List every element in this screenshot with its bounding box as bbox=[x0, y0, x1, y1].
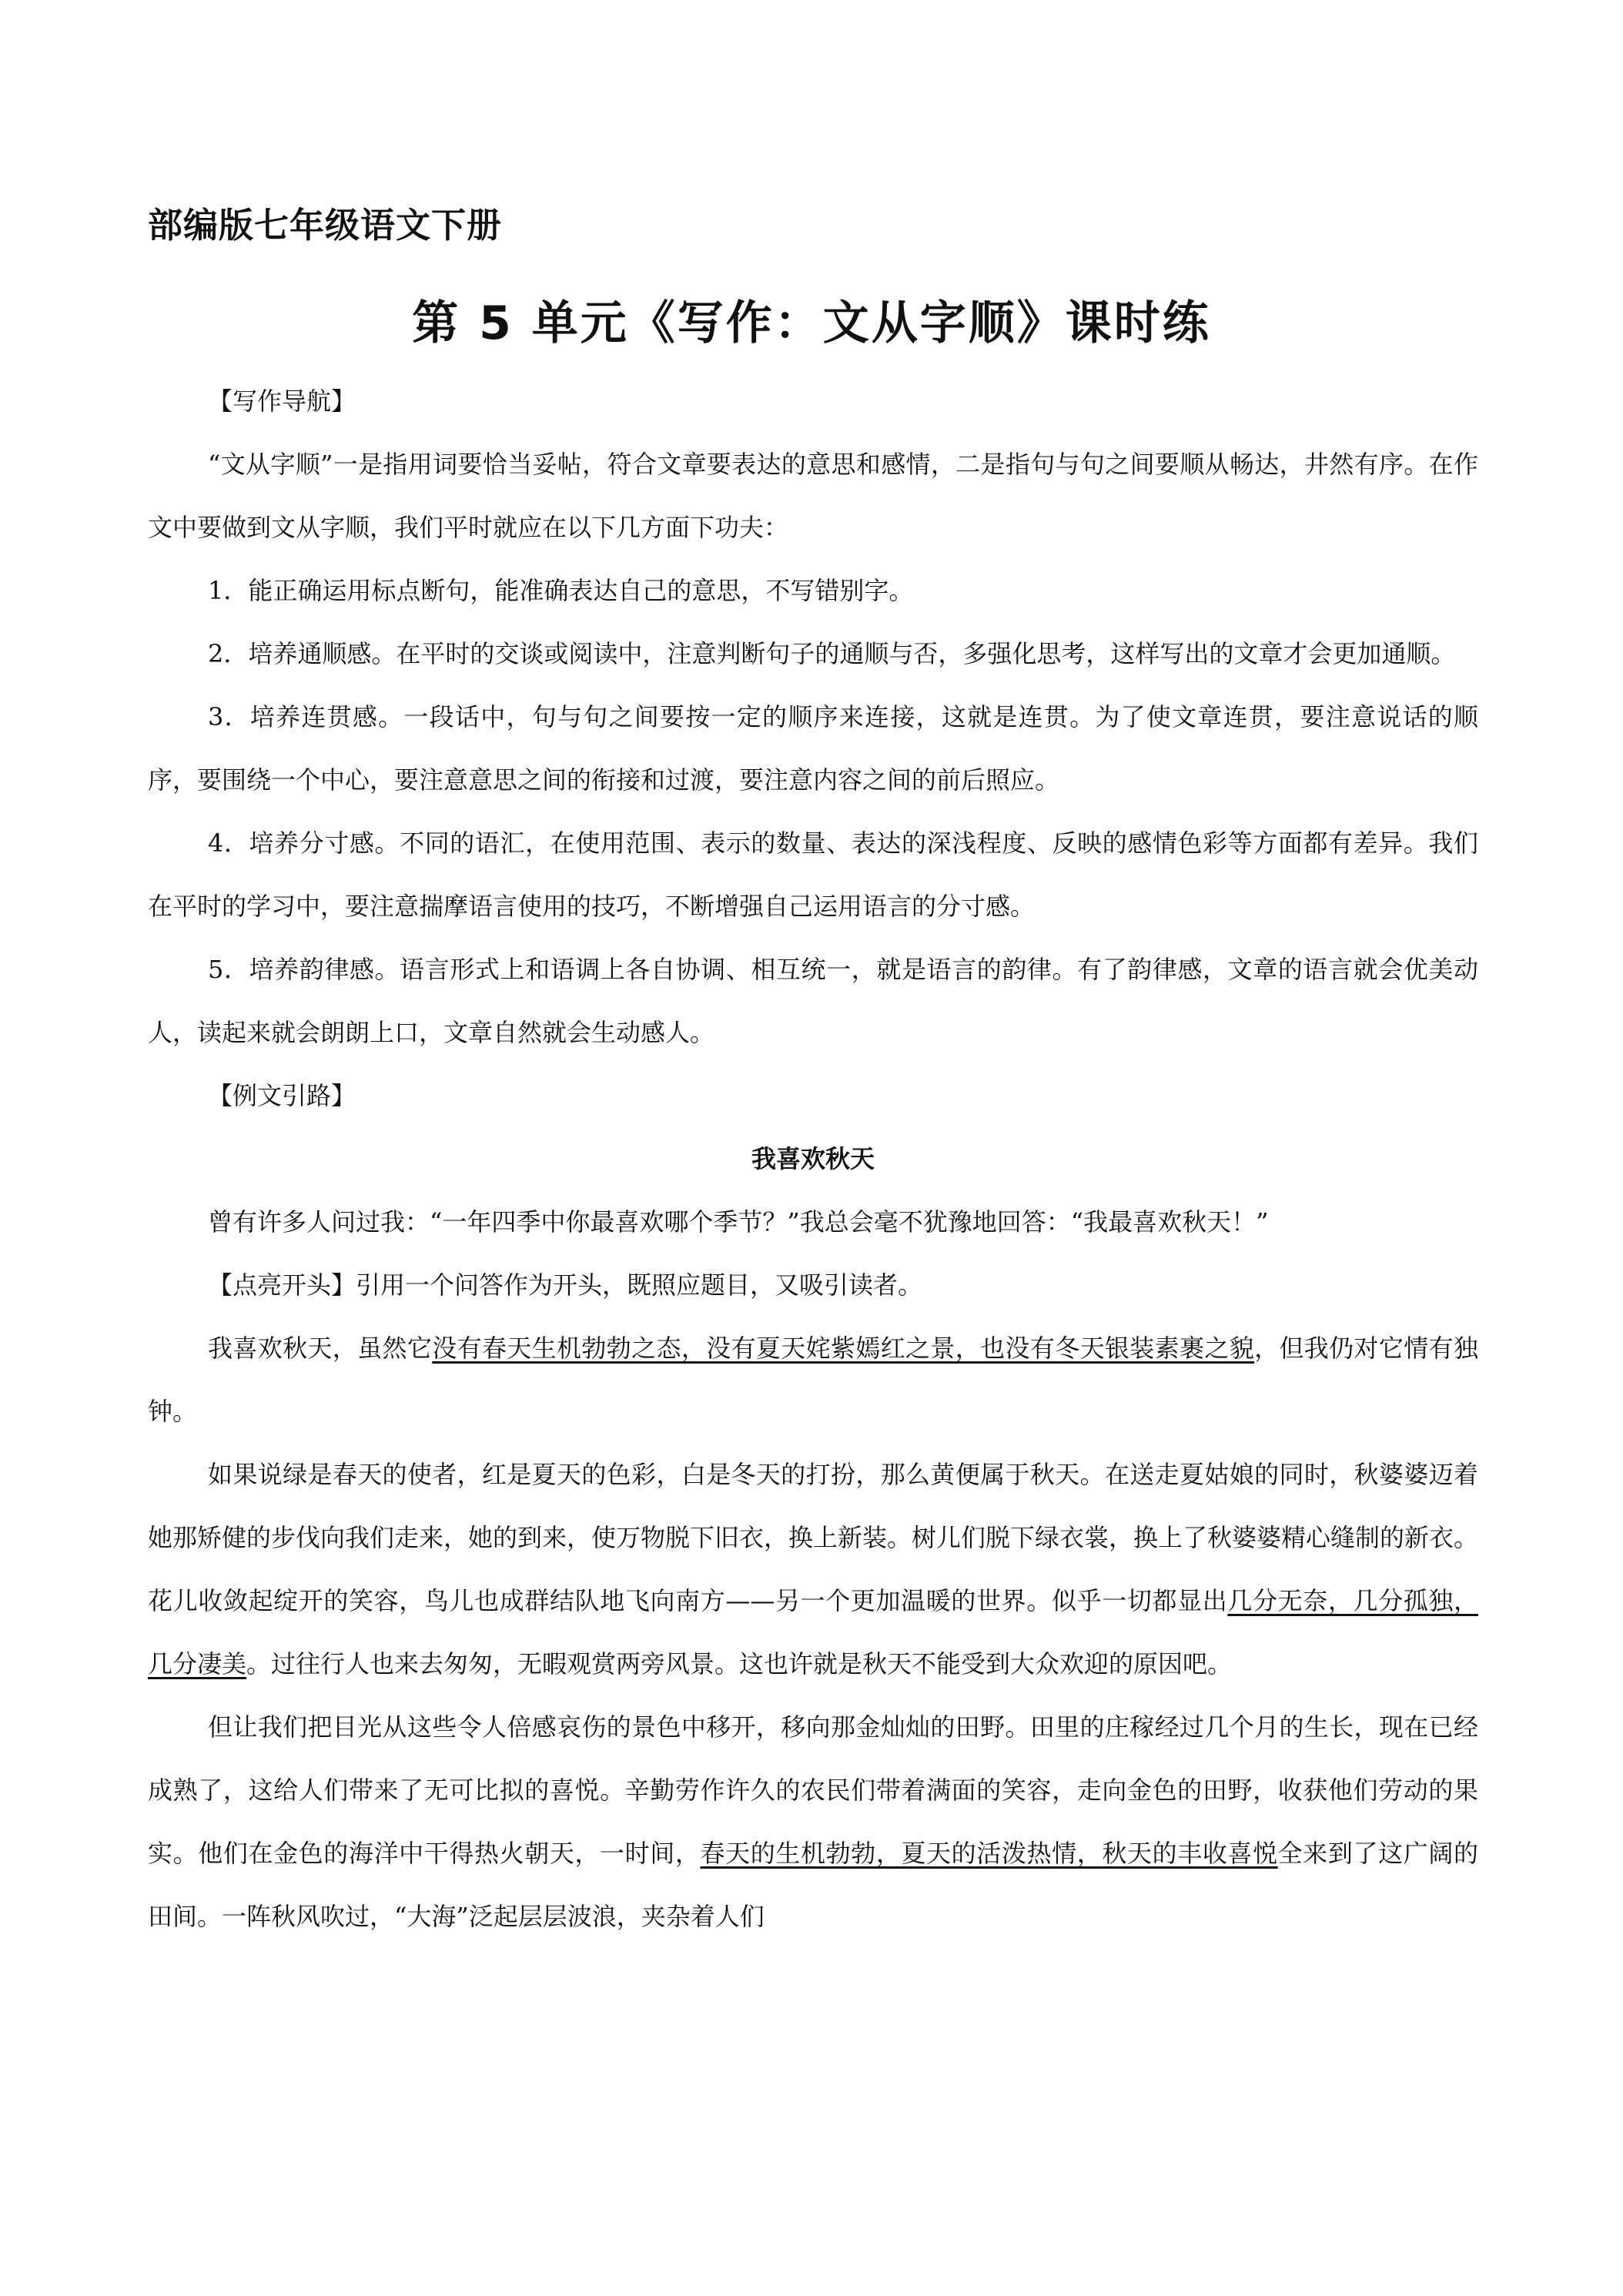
text-run: 。过往行人也来去匆匆，无暇观赏两旁风景。这也许就是秋天不能受到大众欢迎的原因吧。 bbox=[246, 1649, 1233, 1678]
series-header: 部编版七年级语文下册 bbox=[148, 205, 503, 246]
essay-paragraph-4 bbox=[148, 1695, 1478, 1948]
guide-point-5: 5．培养韵律感。语言形式上和语调上各自协调、相互统一，就是语言的韵律。有了韵律感，文章的语言就会优美动人，读起来就会朗朗上口，文章自然就会生动感人。 bbox=[148, 955, 1478, 1047]
guide-point-2: 2．培养通顺感。在平时的交谈或阅读中，注意判断句子的通顺与否，多强化思考，这样写出的文章才会更加通顺。 bbox=[208, 639, 1456, 668]
underlined-phrase: 春天的生机勃勃，夏天的活泼热情，秋天的丰收喜悦 bbox=[700, 1839, 1278, 1868]
guide-point-4: 4．培养分寸感。不同的语汇，在使用范围、表示的数量、表达的深浅程度、反映的感情色彩等方面都有差异。我们在平时的学习中，要注意揣摩语言使用的技巧，不断增强自己运用语言的分寸感。 bbox=[148, 828, 1478, 921]
guide-intro: “文从字顺”一是指用词要恰当妥帖，符合文章要表达的意思和感情，二是指句与句之间要顺从畅达，井然有序。在作文中要做到文从字顺，我们平时就应在以下几方面下功夫： bbox=[148, 450, 1478, 542]
document-body bbox=[148, 370, 1478, 1948]
text-run: 全来到了这广阔的田间。一阵秋风吹过，“大海”泛起层层波浪，夹杂着人们 bbox=[148, 1839, 1478, 1931]
essay-paragraph-2 bbox=[148, 1317, 1478, 1443]
guide-point-1: 1．能正确运用标点断句，能准确表达自己的意思，不写错别字。 bbox=[208, 576, 914, 605]
underlined-phrase: 没有春天生机勃勃之态，没有夏天姹紫嫣红之景，也没有冬天银装素裹之貌 bbox=[432, 1334, 1255, 1363]
guide-point-3: 3．培养连贯感。一段话中，句与句之间要按一定的顺序来连接，这就是连贯。为了使文章连贯，要注意说话的顺序，要围绕一个中心，要注意意思之间的衔接和过渡，要注意内容之间的前后照应。 bbox=[148, 702, 1478, 795]
underlined-phrase: 几分无奈，几分孤独，几分凄美 bbox=[148, 1586, 1478, 1678]
document-title: 第 5 单元《写作：文从字顺》课时练 bbox=[412, 296, 1211, 350]
text-run: ，但我仍对它情有独钟。 bbox=[148, 1334, 1478, 1426]
essay-comment-opening: 【点亮开头】引用一个问答作为开头，既照应题目，又吸引读者。 bbox=[208, 1270, 923, 1300]
text-run: 但让我们把目光从这些令人倍感哀伤的景色中移开，移向那金灿灿的田野。田里的庄稼经过几个月的生长，现在已经成熟了，这给人们带来了无可比拟的喜悦。辛勤劳作许久的农民们带着满面的笑容，走向金色的田野，收获他们劳动的果实。他们在金色的海洋中干得热火朝天，一时间， bbox=[148, 1712, 1478, 1868]
essay-paragraph-1: 曾有许多人问过我：“一年四季中你最喜欢哪个季节？”我总会毫不犹豫地回答：“我最喜欢秋天！” bbox=[208, 1207, 1269, 1237]
section-heading-guide: 【写作导航】 bbox=[208, 387, 356, 416]
essay-title: 我喜欢秋天 bbox=[751, 1144, 875, 1173]
section-heading-example: 【例文引路】 bbox=[208, 1081, 356, 1110]
text-run: 我喜欢秋天，虽然它 bbox=[208, 1334, 433, 1363]
text-run: 如果说绿是春天的使者，红是夏天的色彩，白是冬天的打扮，那么黄便属于秋天。在送走夏姑娘的同时，秋婆婆迈着她那矫健的步伐向我们走来，她的到来，使万物脱下旧衣，换上新装。树儿们脱下绿衣裳，换上了秋婆婆精心缝制的新衣。花儿收敛起绽开的笑容，鸟儿也成群结队地飞向南方——另一个更加温暖的世界。似乎一切都显出 bbox=[148, 1460, 1479, 1615]
essay-paragraph-3 bbox=[148, 1443, 1478, 1695]
